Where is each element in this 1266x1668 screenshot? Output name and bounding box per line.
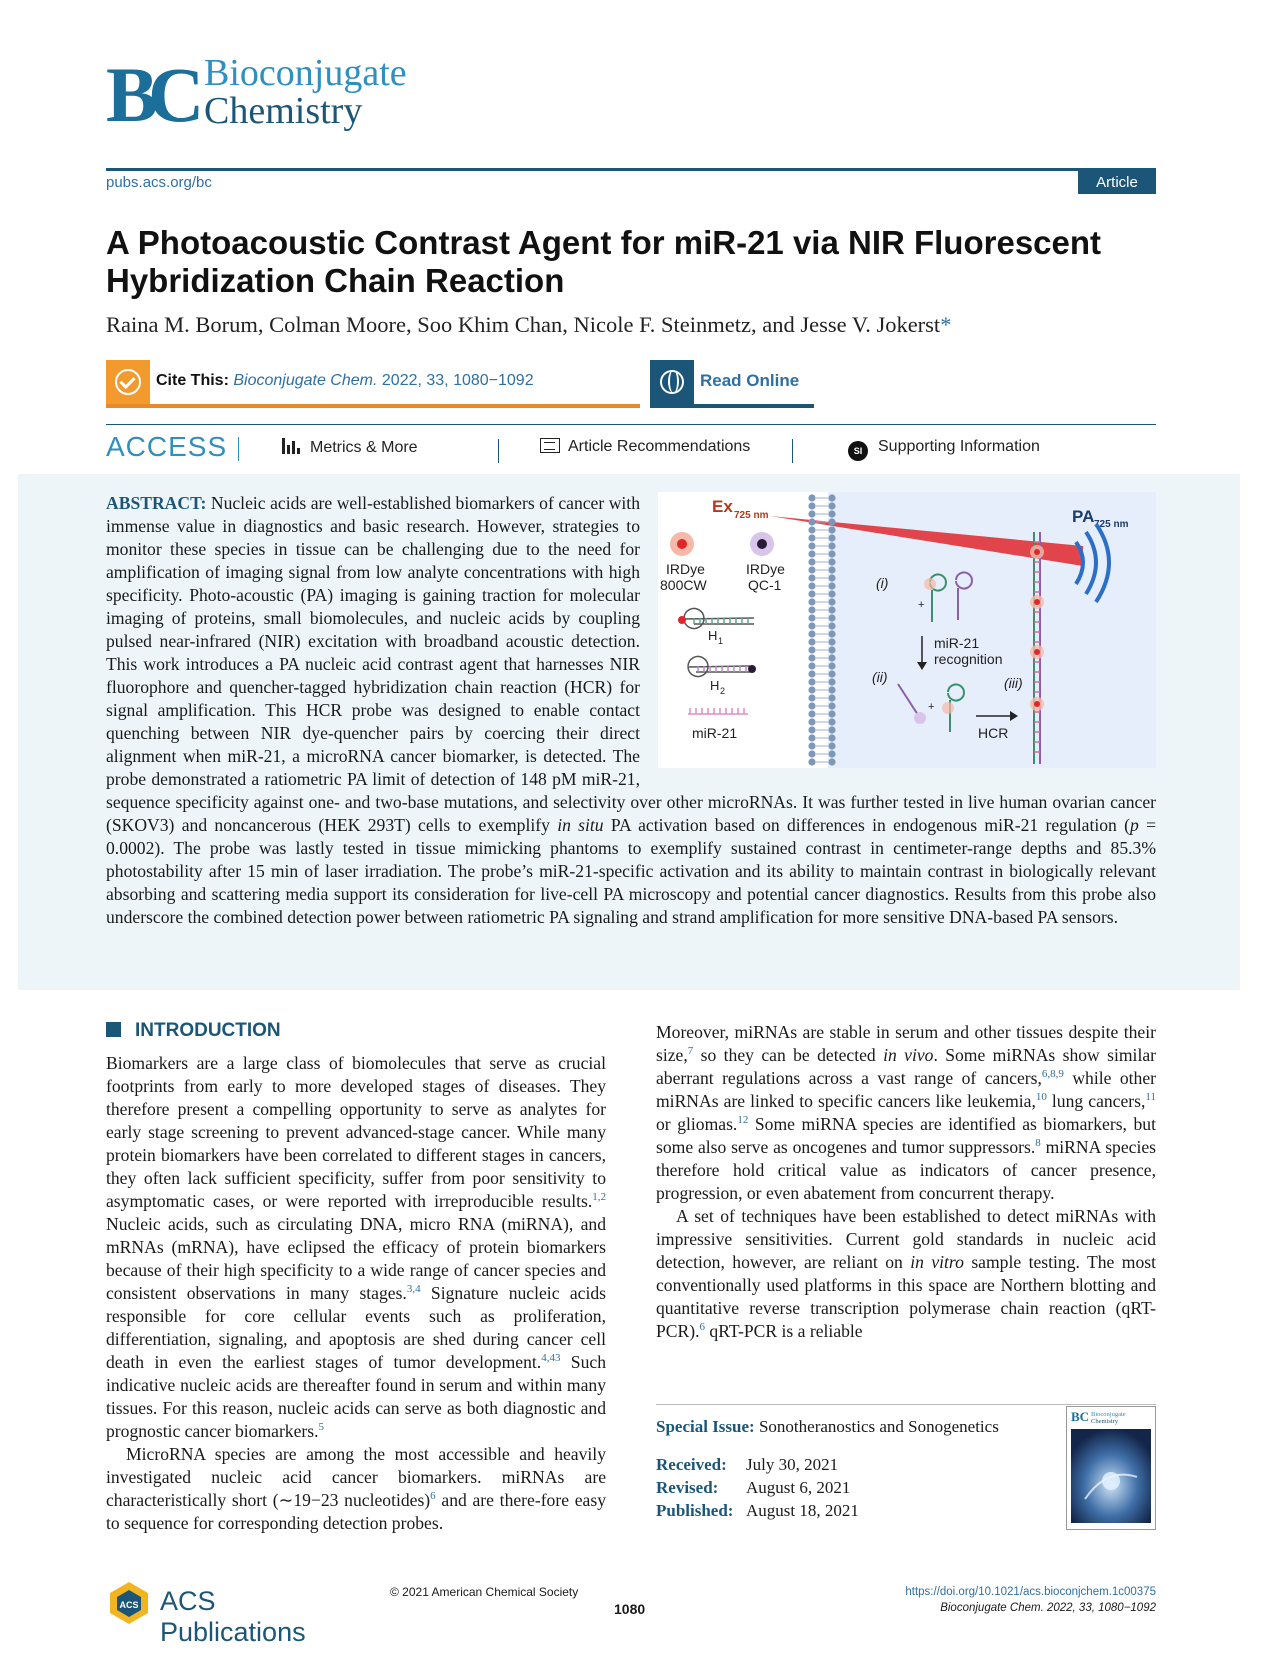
h2-subscript: 2 xyxy=(720,686,726,696)
read-online-button[interactable] xyxy=(650,360,814,408)
h1-dye xyxy=(678,616,686,624)
journal-name-line2: Chemistry xyxy=(204,90,363,132)
step-i-label: (i) xyxy=(876,575,889,591)
special-issue-value[interactable]: Sonotheranostics and Sonogenetics xyxy=(758,1417,999,1436)
journal-name-line1: Bioconjugate xyxy=(204,52,407,94)
revised-row: Revised: August 6, 2021 xyxy=(656,1478,851,1497)
toc-graphic xyxy=(658,492,1156,768)
corresponding-author-star[interactable]: * xyxy=(940,312,952,337)
excitation-wavelength: 725 nm xyxy=(734,510,769,521)
cite-journal: Bioconjugate Chem. xyxy=(233,372,378,389)
cite-volume-pages: 2022, 33, 1080−1092 xyxy=(381,372,534,389)
section-heading-introduction xyxy=(106,1020,281,1042)
abstract-text-3: = 0.0002). The probe was lastly tested in tissue mimicking phantoms to exemplify sustained contrast in centimeter-range depths and 85.3% photostability after 15 min of laser irradiation. The probe’s miR-21-specific activation and its ability to maintain contrast in biologically relevant absorbing and scattering media support its consideration for live-cell PA microscopy and potential cancer diagnostics. Results from this probe also underscore the combined detection power between ratiometric PA signaling and strand amplification for more sensitive DNA-based PA sensors. xyxy=(106,815,1156,927)
published-date: August 18, 2021 xyxy=(746,1501,859,1520)
cite-label: Cite This: xyxy=(156,372,229,389)
intro-paragraph-3: Moreover, miRNAs are stable in serum and other tissues despite their size,$^7$ so they can be detected in vivo. Some miRNAs show similar aberrant regulations across a vast range of cancers,$^{6,8,9}$ while other miRNAs are linked to specific cancers like leukemia,$^{10}$ lung cancers,$^{11}$ or gliomas.$^{12}$ Some miRNA species are identified as biomarkers, but some also serve as oncogenes and tumor suppressors.$^8$ miRNA species therefore hold critical value as indicators of cancer presence, progression, or even abatement from concurrent therapy. xyxy=(656,1022,1157,1203)
abstract-italic-in-situ: in situ xyxy=(557,815,604,835)
copyright: © 2021 American Chemical Society xyxy=(390,1585,579,1599)
publisher-name: ACS Publications xyxy=(160,1586,306,1647)
doi-link[interactable]: https://doi.org/10.1021/acs.bioconjchem.1c00375 xyxy=(905,1586,1156,1598)
abstract-italic-p: p xyxy=(1129,815,1139,835)
cover-logo-mark: BC xyxy=(1071,1409,1090,1424)
footer-citation: Bioconjugate Chem. 2022, 33, 1080−1092 xyxy=(940,1602,1156,1614)
recognition-line1: miR-21 xyxy=(934,635,980,651)
page-number: 1080 xyxy=(614,1601,646,1617)
access-bar xyxy=(106,424,1156,476)
special-issue-label: Special Issue: xyxy=(656,1417,755,1436)
article-recommendations-label: Article Recommendations xyxy=(568,438,751,455)
access-label: ACCESS xyxy=(106,431,228,462)
received-date: July 30, 2021 xyxy=(746,1455,839,1474)
abstract-lead: ABSTRACT: xyxy=(106,493,207,513)
revised-date: August 6, 2021 xyxy=(746,1478,851,1497)
intro-paragraph-1: Biomarkers are a large class of biomolecules that serve as crucial footprints from early to more developed stages of diseases. They therefore present a compelling opportunity to serve as analytes for early stage screening to prevent advanced-stage cancer. While many protein biomarkers have been correlated to different stages in cancers, they often lack sufficient specificity, suffer from poor sensitivity to asymptomatic cases, or were reported with irreproducible results.$^{1,2}$ Nucleic acids, such as circulating DNA, micro RNA (miRNA), and mRNAs (mRNA), have eclipsed the efficacy of protein biomarkers because of their high specificity to a wide range of cancer species and consistent observations in many stages.$^{3,4}$ Signature nucleic acids responsible for core cellular events such as proliferation, differentiation, signaling, and apoptosis are shed during cancer cell death in even the earliest stages of tumor development.$^{4,43}$ Such indicative nucleic acids are thereafter found in serum and within many tissues. For this reason, nucleic acids can serve as both diagnostic and prognostic cancer biomarkers.$^5$ xyxy=(106,1053,606,1441)
citation-ref[interactable]: 6 xyxy=(699,1321,706,1334)
body-column-right xyxy=(656,1021,1156,1343)
acs-publications-logo[interactable] xyxy=(106,1580,366,1647)
metrics-more-label: Metrics & More xyxy=(310,439,418,456)
introduction-heading-text: INTRODUCTION xyxy=(135,1020,281,1041)
article-recommendations-link[interactable] xyxy=(540,438,750,456)
intro-paragraph-2: MicroRNA species are among the most accessible and heavily investigated nucleic acid cancer biomarkers. miRNAs are characteristically short (∼19−23 nucleotides)$^6$ and are there-fore easy to sequence for corresponding detection probes. xyxy=(106,1444,606,1533)
dye1-name: IRDye xyxy=(666,561,705,577)
dye1-code: 800CW xyxy=(660,577,707,593)
pa-wavelength: 725 nm xyxy=(1094,519,1129,530)
read-online-label: Read Online xyxy=(700,371,800,390)
step-i-plus: + xyxy=(918,599,925,611)
published-row: Published: August 18, 2021 xyxy=(656,1501,859,1520)
abstract-text: Nucleic acids are well-established biomarkers of cancer with immense value in diagnostics and basic research. However, strategies to monitor these species in tissue can be challenging due to the need for amplification of imaging signal from low analyte concentrations with high specificity. Photo-acoustic (PA) imaging is gaining traction for molecular imaging of proteins, small biomolecules, and nucleic acids by coupling pulsed near-infrared (NIR) excitation with broadband acoustic detection. This work introduces a PA nucleic acid contrast agent that harnesses NIR fluorophore and quencher-tagged hybridization chain reaction (HCR) for signal amplification. This HCR probe was designed to enable contact quenching between NIR dye-quencher pairs by coercing their direct alignment when miR-21, a microRNA cancer biomarker, is detected. The probe demonstrated a ratiometric PA limit of detection of 148 pM miR-21, sequence specificity against one- and two-base mutations, and selectivity over other microRNAs. It was further tested in live human ovarian cancer (SKOV3) and noncancerous (HEK 293T) cells to exemplify xyxy=(106,493,1156,835)
citation-ref[interactable]: 5 xyxy=(318,1421,325,1434)
received-row: Received: July 30, 2021 xyxy=(656,1455,839,1474)
step-iii-label: (iii) xyxy=(1004,675,1023,691)
si-icon: SI xyxy=(848,441,868,461)
bar-chart-icon xyxy=(282,438,302,454)
citation-ref[interactable]: 3,4 xyxy=(406,1283,421,1296)
step-ii-dye-glow xyxy=(942,702,954,714)
excitation-label: Ex xyxy=(712,497,733,516)
citation-ref[interactable]: 12 xyxy=(737,1114,749,1127)
h1-subscript: 1 xyxy=(718,636,724,646)
citation-ref[interactable]: 4,43 xyxy=(541,1352,561,1365)
acs-hexagon-icon xyxy=(106,1580,152,1626)
journal-logo-mark: BC xyxy=(106,51,195,138)
abstract-text-2: PA activation based on differences in endogenous miR-21 regulation ( xyxy=(603,815,1130,835)
access-divider xyxy=(792,439,793,463)
svg-text:ACS: ACS xyxy=(119,1600,139,1610)
document-icon xyxy=(540,438,560,453)
irdye-800cw-dot xyxy=(677,539,687,549)
step-i-dye-glow xyxy=(924,578,936,590)
recognition-line2: recognition xyxy=(934,651,1003,667)
dye2-name: IRDye xyxy=(746,561,785,577)
h2-quencher xyxy=(748,665,756,673)
abstract xyxy=(106,492,1156,929)
citation-ref[interactable]: 7 xyxy=(687,1045,694,1058)
journal-url-link[interactable]: pubs.acs.org/bc xyxy=(106,174,212,191)
metrics-more-link[interactable] xyxy=(282,438,418,457)
citation-ref[interactable]: 10 xyxy=(1035,1091,1047,1104)
mir21-label: miR-21 xyxy=(692,725,738,741)
cover-title-1: Bioconjugate xyxy=(1091,1411,1126,1418)
pa-label: PA xyxy=(1072,507,1095,526)
section-square-icon xyxy=(106,1022,121,1037)
author-list xyxy=(106,312,951,338)
irdye-qc1-dot xyxy=(757,539,767,549)
h1-label: H xyxy=(708,628,718,643)
special-issue xyxy=(656,1417,999,1437)
step-ii-quencher-glow xyxy=(914,712,926,724)
citation-ref[interactable]: 6,8,9 xyxy=(1041,1068,1064,1081)
cover-title-2: Chemistry xyxy=(1091,1418,1119,1425)
body-column-left xyxy=(106,1052,606,1535)
citation-ref[interactable]: 8 xyxy=(1035,1137,1041,1150)
supporting-information-label: Supporting Information xyxy=(878,438,1040,455)
step-ii-label: (ii) xyxy=(872,669,888,685)
check-icon xyxy=(106,360,150,404)
globe-icon xyxy=(650,360,694,404)
authors-text: Raina M. Borum, Colman Moore, Soo Khim Chan, Nicole F. Steinmetz, and Jesse V. Jokerst xyxy=(106,312,941,337)
cite-this-box[interactable] xyxy=(106,360,640,408)
citation-ref[interactable]: 1,2 xyxy=(592,1191,606,1204)
citation-ref[interactable]: 11 xyxy=(1145,1091,1156,1104)
hcr-label: HCR xyxy=(978,725,1009,741)
h2-label: H xyxy=(710,678,720,693)
supporting-information-link[interactable] xyxy=(848,438,1040,461)
access-divider xyxy=(498,439,499,463)
article-title: A Photoacoustic Contrast Agent for miR-21 via NIR Fluorescent Hybridization Chain Reaction xyxy=(106,224,1102,299)
step-ii-plus: + xyxy=(928,701,935,713)
journal-cover-thumbnail[interactable] xyxy=(1066,1406,1156,1530)
citation-ref[interactable]: 6 xyxy=(430,1490,436,1503)
doi-block xyxy=(905,1584,1156,1616)
intro-paragraph-4: A set of techniques have been established to detect miRNAs with impressive sensitivities. Current gold standards in nucleic acid detection, however, are reliant on in vitro sample testing. The most conventionally used platforms in this space are Northern blotting and quantitative reverse transcription polymerase chain reaction (qRT-PCR).$^6$ qRT-PCR is a reliable xyxy=(656,1206,1156,1341)
header-rule xyxy=(106,168,1156,171)
article-type-badge: Article xyxy=(1078,171,1156,194)
journal-logo[interactable] xyxy=(106,51,446,138)
dye2-code: QC-1 xyxy=(748,577,782,593)
